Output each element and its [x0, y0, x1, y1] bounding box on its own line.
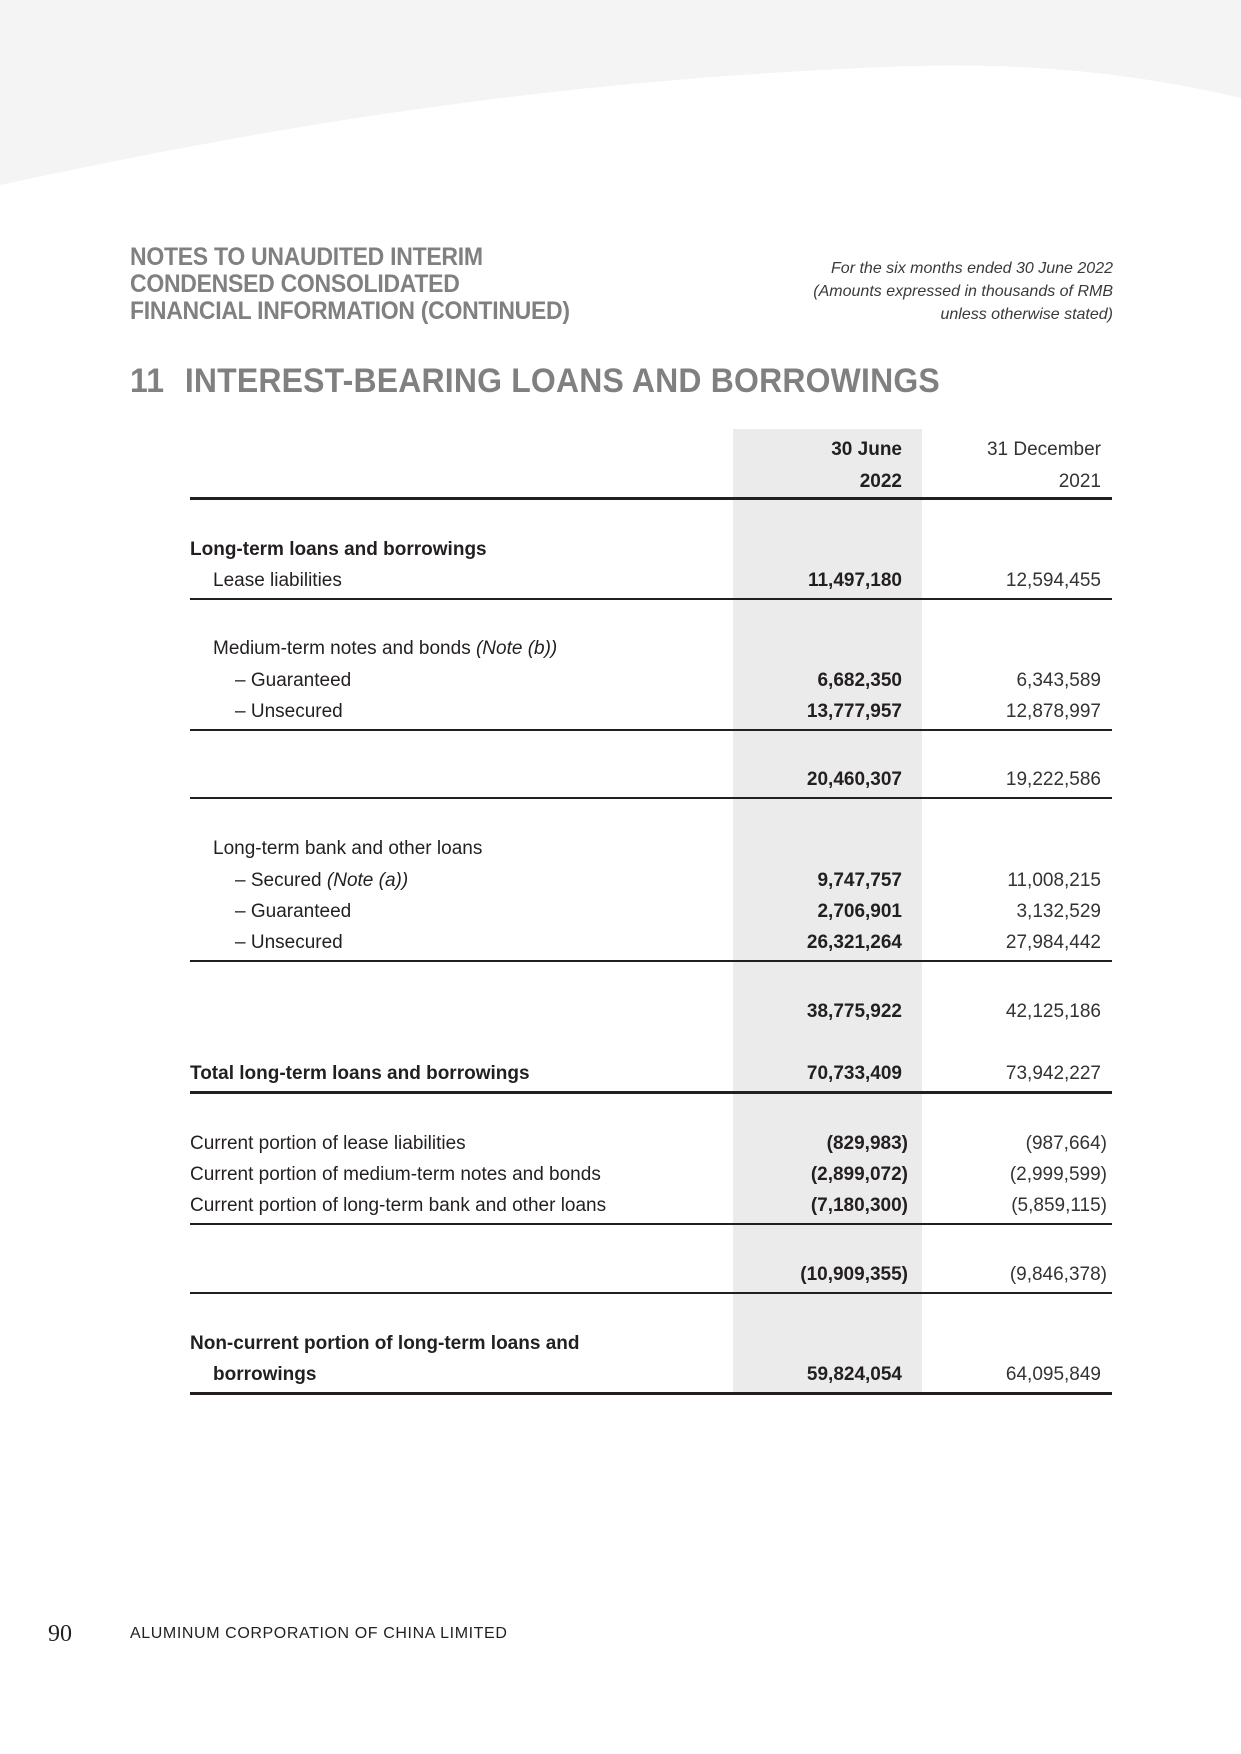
row-label: Current portion of medium-term notes and bonds [190, 1164, 601, 1185]
table-row-subtotal [190, 1001, 1112, 1031]
row-label: – Guaranteed [235, 901, 352, 922]
col-header-2021-line2: 2021 [1058, 471, 1101, 492]
row-label: Current portion of lease liabilities [190, 1133, 466, 1154]
table-row [190, 901, 1112, 931]
table-row [190, 838, 1112, 868]
value-2021: 73,942,227 [1005, 1063, 1101, 1084]
row-rule [190, 797, 1112, 799]
value-2022: (7,180,300) [810, 1195, 908, 1216]
table-row-total [190, 1333, 1112, 1363]
value-2021: (2,999,599) [1009, 1164, 1107, 1185]
value-2022: 20,460,307 [806, 769, 902, 790]
value-2022: 6,682,350 [817, 670, 902, 691]
value-2022: 13,777,957 [806, 701, 902, 722]
value-2021: (987,664) [1025, 1133, 1107, 1154]
value-2021: 11,008,215 [1007, 870, 1101, 891]
value-2021: 64,095,849 [1005, 1364, 1101, 1385]
row-label: Non-current portion of long-term loans and [190, 1333, 580, 1354]
value-2022: 11,497,180 [807, 570, 902, 591]
value-2021: (5,859,115) [1011, 1195, 1107, 1216]
value-2022: 59,824,054 [806, 1364, 902, 1385]
table-row [190, 539, 1112, 569]
value-2021: 42,125,186 [1005, 1001, 1101, 1022]
table-row-subtotal [190, 769, 1112, 799]
row-label: – Unsecured [235, 701, 343, 722]
total-rule [190, 1091, 1112, 1094]
table-row [190, 701, 1112, 731]
value-2021: (9,846,378) [1009, 1264, 1107, 1285]
header-rule [190, 497, 1112, 500]
row-label: Long-term bank and other loans [213, 838, 483, 859]
table-row [190, 1133, 1112, 1163]
table-row [190, 1195, 1112, 1225]
row-rule [190, 1223, 1112, 1225]
row-label: Current portion of long-term bank and other loans [190, 1195, 607, 1216]
table-row [190, 1164, 1112, 1194]
section-title: INTEREST-BEARING LOANS AND BORROWINGS [184, 362, 940, 400]
value-2021: 3,132,529 [1016, 901, 1101, 922]
title-line: CONDENSED CONSOLIDATED [130, 270, 460, 298]
period-line: unless otherwise stated) [940, 306, 1113, 323]
header-swoosh-decoration [0, 0, 1241, 200]
table-row-total [190, 1063, 1112, 1093]
value-2021: 19,222,586 [1005, 769, 1101, 790]
row-label [190, 870, 408, 892]
label-text: Medium-term notes and bonds [213, 638, 476, 659]
table-row [190, 670, 1112, 700]
value-2021: 6,343,589 [1016, 670, 1101, 691]
total-rule [190, 1392, 1112, 1395]
value-2022: 38,775,922 [806, 1001, 902, 1022]
table-row [190, 870, 1112, 900]
row-label: – Guaranteed [235, 670, 352, 691]
row-label: Lease liabilities [213, 570, 342, 591]
row-label: borrowings [213, 1364, 317, 1385]
value-2022: 9,747,757 [817, 870, 902, 891]
col-header-2021-line1: 31 December [986, 439, 1101, 460]
period-line: For the six months ended 30 June 2022 [831, 260, 1113, 277]
value-2022: (10,909,355) [800, 1264, 908, 1285]
value-2022: (829,983) [826, 1133, 908, 1154]
table-row [190, 638, 1112, 668]
note-reference: (Note (b)) [475, 638, 558, 659]
period-line: (Amounts expressed in thousands of RMB [813, 283, 1113, 300]
row-rule [190, 729, 1112, 731]
row-label: Long-term loans and borrowings [190, 539, 487, 560]
value-2022: 26,321,264 [806, 932, 902, 953]
page-number: 90 [48, 1621, 72, 1647]
document-running-title [130, 244, 570, 325]
table-row [190, 932, 1112, 962]
row-label: Total long-term loans and borrowings [190, 1063, 530, 1084]
row-label [190, 638, 557, 660]
value-2022: 2,706,901 [817, 901, 902, 922]
row-label: – Unsecured [235, 932, 343, 953]
value-2022: 70,733,409 [806, 1063, 902, 1084]
value-2022: (2,899,072) [810, 1164, 908, 1185]
col-header-2022-line2: 2022 [859, 471, 902, 492]
section-number: 11 [130, 362, 165, 400]
row-rule [190, 960, 1112, 962]
value-2021: 12,594,455 [1005, 570, 1101, 591]
title-line: NOTES TO UNAUDITED INTERIM [130, 243, 483, 271]
row-rule [190, 1292, 1112, 1294]
note-reference: (Note (a)) [326, 870, 409, 891]
title-line: FINANCIAL INFORMATION (CONTINUED) [130, 297, 570, 325]
row-rule [190, 598, 1112, 600]
table-row [190, 570, 1112, 600]
table-row-subtotal [190, 1264, 1112, 1294]
table-row-total [190, 1364, 1112, 1394]
period-note [813, 257, 1113, 326]
col-header-2022-line1: 30 June [831, 439, 902, 460]
section-heading [130, 362, 940, 401]
value-2021: 12,878,997 [1005, 701, 1101, 722]
company-name: ALUMINUM CORPORATION OF CHINA LIMITED [130, 1625, 508, 1642]
value-2021: 27,984,442 [1005, 932, 1101, 953]
label-text: – Secured [235, 870, 327, 891]
